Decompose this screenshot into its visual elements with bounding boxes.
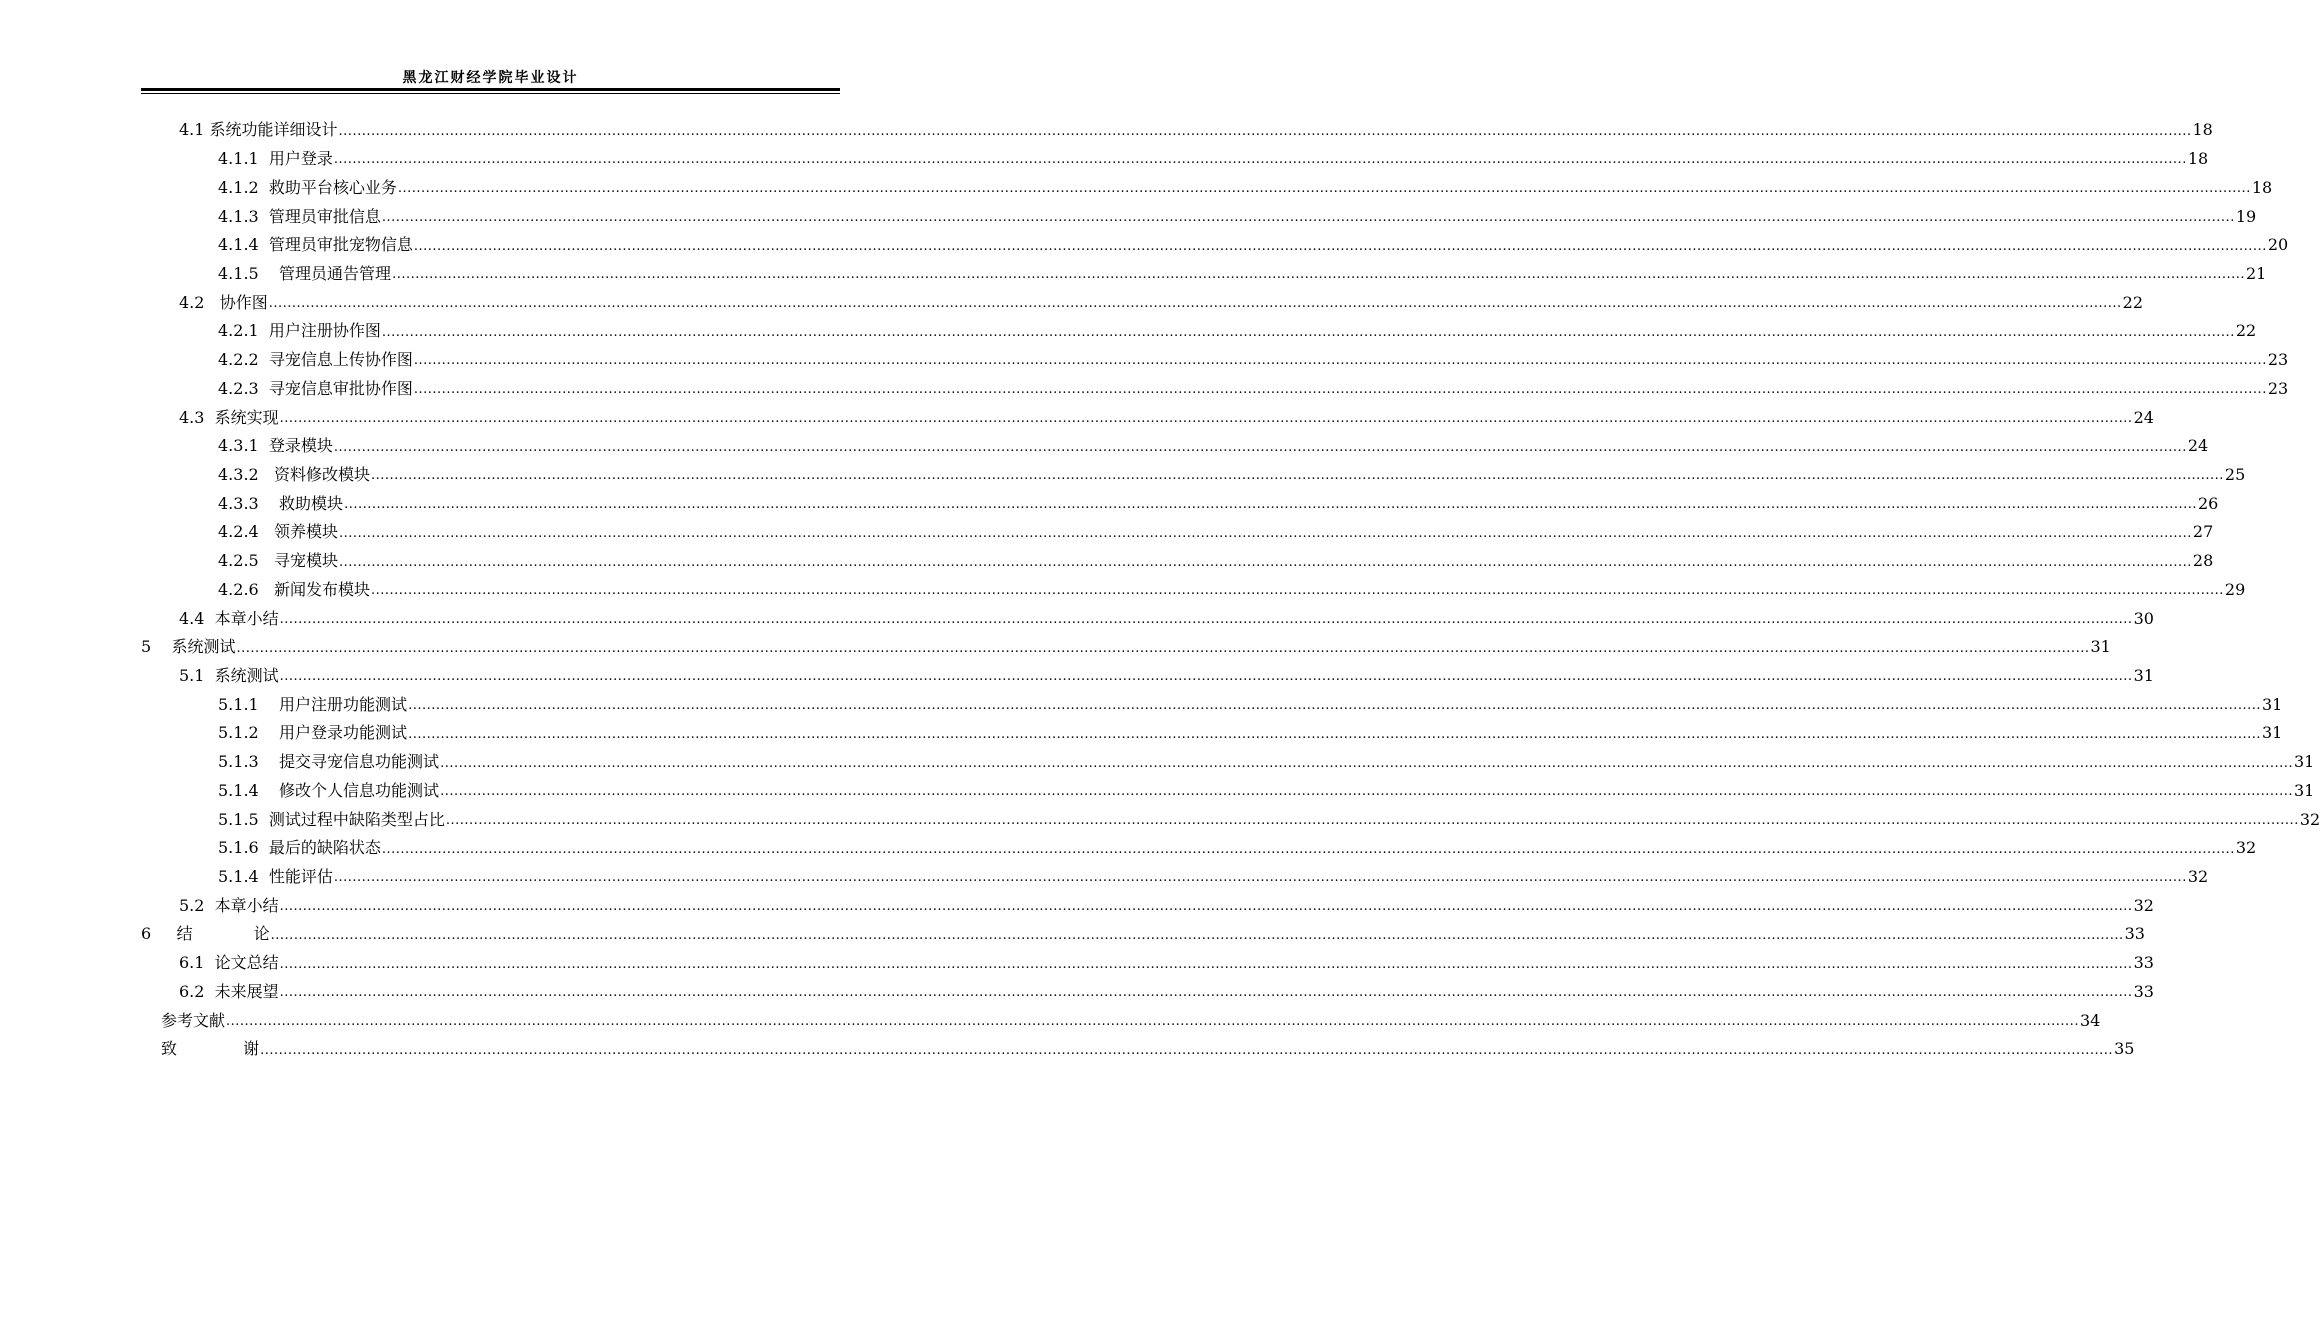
toc-entry[interactable] [141, 920, 2145, 949]
toc-dot-leader: ................................................................................................................................................................................................................................................................................................................................................................................................................ [279, 669, 2133, 685]
toc-entry-page-number: 27 [2192, 522, 2214, 542]
toc-dot-leader: ................................................................................................................................................................................................................................................................................................................................................................................................................ [338, 554, 2192, 570]
toc-entry[interactable] [141, 461, 2246, 490]
toc-entry-label: 4.3.3 救助模块 [218, 493, 344, 513]
toc-entry[interactable] [141, 518, 2214, 547]
toc-dot-leader: ................................................................................................................................................................................................................................................................................................................................................................................................................ [370, 583, 2224, 599]
toc-entry-page-number: 25 [2224, 464, 2246, 484]
toc-dot-leader: ................................................................................................................................................................................................................................................................................................................................................................................................................ [392, 267, 2245, 283]
toc-dot-leader: ................................................................................................................................................................................................................................................................................................................................................................................................................ [370, 468, 2224, 484]
toc-entry[interactable] [141, 1006, 2101, 1035]
toc-entry-label: 4.1.1 用户登录 [218, 149, 333, 169]
toc-entry-label: 4.1.5 管理员通告管理 [218, 263, 392, 283]
toc-dot-leader: ................................................................................................................................................................................................................................................................................................................................................................................................................ [397, 181, 2251, 197]
toc-entry-page-number: 31 [2294, 780, 2315, 800]
toc-entry-label: 4.1.4 管理员审批宠物信息 [218, 235, 413, 255]
toc-entry-label: 4.2.4 领养模块 [218, 522, 338, 542]
toc-entry-label: 4.2.3 寻宠信息审批协作图 [218, 378, 413, 398]
toc-entry[interactable] [141, 662, 2154, 691]
toc-entry[interactable] [141, 805, 2320, 834]
header-rule-thin [141, 93, 840, 94]
toc-entry[interactable] [141, 346, 2289, 375]
toc-dot-leader: ................................................................................................................................................................................................................................................................................................................................................................................................................ [338, 525, 2192, 541]
toc-entry[interactable] [141, 547, 2214, 576]
toc-entry-label: 5.1.6 最后的缺陷状态 [218, 838, 381, 858]
toc-entry-label: 6 结 论 [141, 924, 270, 944]
toc-entry-page-number: 23 [2267, 378, 2289, 398]
toc-entry-page-number: 19 [2235, 206, 2257, 226]
toc-dot-leader: ................................................................................................................................................................................................................................................................................................................................................................................................................ [338, 123, 2192, 139]
toc-dot-leader: ................................................................................................................................................................................................................................................................................................................................................................................................................ [440, 784, 2293, 800]
toc-entry-page-number: 32 [2299, 809, 2320, 829]
toc-entry[interactable] [141, 403, 2154, 432]
toc-dot-leader: ................................................................................................................................................................................................................................................................................................................................................................................................................ [381, 841, 2235, 857]
toc-entry-label: 5 系统测试 [141, 637, 236, 657]
toc-dot-leader: ................................................................................................................................................................................................................................................................................................................................................................................................................ [413, 382, 2267, 398]
toc-dot-leader: ................................................................................................................................................................................................................................................................................................................................................................................................................ [279, 985, 2133, 1001]
toc-entry-label: 5.1.3 提交寻宠信息功能测试 [218, 752, 440, 772]
toc-entry[interactable] [141, 116, 2213, 145]
toc-entry[interactable] [141, 690, 2283, 719]
toc-entry-page-number: 20 [2267, 235, 2289, 255]
toc-dot-leader: ................................................................................................................................................................................................................................................................................................................................................................................................................ [408, 698, 2261, 714]
toc-dot-leader: ................................................................................................................................................................................................................................................................................................................................................................................................................ [333, 439, 2187, 455]
toc-dot-leader: ................................................................................................................................................................................................................................................................................................................................................................................................................ [236, 640, 2090, 656]
toc-entry-page-number: 22 [2235, 321, 2257, 341]
toc-entry-page-number: 18 [2251, 177, 2273, 197]
toc-entry[interactable] [141, 489, 2219, 518]
toc-entry[interactable] [141, 949, 2154, 978]
toc-entry-label: 4.4 本章小结 [179, 608, 279, 628]
toc-entry[interactable] [141, 202, 2257, 231]
toc-entry-label: 5.1.2 用户登录功能测试 [218, 723, 408, 743]
toc-entry[interactable] [141, 891, 2154, 920]
toc-entry-page-number: 18 [2192, 120, 2213, 140]
toc-entry-label: 5.1 系统测试 [179, 666, 279, 686]
toc-entry-page-number: 31 [2262, 723, 2283, 743]
toc-dot-leader: ................................................................................................................................................................................................................................................................................................................................................................................................................ [226, 1014, 2079, 1029]
toc-dot-leader: ................................................................................................................................................................................................................................................................................................................................................................................................................ [270, 927, 2124, 943]
toc-entry-page-number: 32 [2133, 895, 2154, 915]
toc-entry[interactable] [141, 374, 2289, 403]
toc-entry-label: 6.1 论文总结 [179, 953, 279, 973]
toc-dot-leader: ................................................................................................................................................................................................................................................................................................................................................................................................................ [260, 1042, 2114, 1058]
toc-entry-page-number: 31 [2294, 752, 2315, 772]
page-header-title: 黑龙江财经学院毕业设计 [402, 70, 579, 86]
toc-entry-page-number: 24 [2187, 436, 2209, 456]
toc-entry-label: 5.1.4 修改个人信息功能测试 [218, 780, 440, 800]
toc-entry[interactable] [141, 777, 2315, 806]
toc-entry-page-number: 35 [2114, 1039, 2135, 1059]
toc-dot-leader: ................................................................................................................................................................................................................................................................................................................................................................................................................ [344, 497, 2197, 513]
toc-entry-page-number: 33 [2124, 924, 2145, 944]
toc-entry-page-number: 28 [2192, 551, 2214, 571]
toc-entry-page-number: 33 [2133, 953, 2154, 973]
toc-entry-label: 4.3 系统实现 [179, 407, 279, 427]
toc-entry[interactable] [141, 231, 2289, 260]
toc-entry-page-number: 33 [2133, 981, 2154, 1001]
toc-dot-leader: ................................................................................................................................................................................................................................................................................................................................................................................................................ [440, 755, 2293, 771]
toc-dot-leader: ................................................................................................................................................................................................................................................................................................................................................................................................................ [408, 726, 2261, 742]
toc-entry[interactable] [141, 978, 2154, 1007]
toc-dot-leader: ................................................................................................................................................................................................................................................................................................................................................................................................................ [279, 956, 2133, 972]
toc-entry[interactable] [141, 173, 2273, 202]
toc-entry-label: 致 谢 [161, 1039, 260, 1059]
toc-entry-label: 4.2.6 新闻发布模块 [218, 579, 370, 599]
toc-dot-leader: ................................................................................................................................................................................................................................................................................................................................................................................................................ [413, 353, 2267, 369]
toc-entry-label: 4.3.1 登录模块 [218, 436, 333, 456]
toc-entry-label: 4.2.5 寻宠模块 [218, 551, 338, 571]
toc-entry-label: 6.2 未来展望 [179, 981, 279, 1001]
toc-entry[interactable] [141, 863, 2209, 892]
toc-entry-label: 4.1.3 管理员审批信息 [218, 206, 381, 226]
toc-entry-label: 4.2 协作图 [179, 292, 268, 312]
toc-dot-leader: ................................................................................................................................................................................................................................................................................................................................................................................................................ [268, 296, 2122, 312]
toc-entry[interactable] [141, 260, 2267, 289]
toc-dot-leader: ................................................................................................................................................................................................................................................................................................................................................................................................................ [381, 209, 2235, 225]
toc-entry-page-number: 34 [2079, 1010, 2101, 1030]
toc-entry-page-number: 31 [2262, 694, 2283, 714]
toc-dot-leader: ................................................................................................................................................................................................................................................................................................................................................................................................................ [381, 324, 2235, 340]
toc-entry-label: 5.1.5 测试过程中缺陷类型占比 [218, 809, 445, 829]
toc-entry-label: 4.1.2 救助平台核心业务 [218, 177, 397, 197]
toc-entry-label: 4.2.1 用户注册协作图 [218, 321, 381, 341]
toc-entry[interactable] [141, 145, 2209, 174]
toc-entry-page-number: 32 [2235, 838, 2257, 858]
toc-entry[interactable] [141, 633, 2111, 662]
toc-entry-page-number: 21 [2246, 263, 2267, 283]
toc-entry-page-number: 30 [2133, 608, 2154, 628]
toc-entry[interactable] [141, 834, 2257, 863]
toc-dot-leader: ................................................................................................................................................................................................................................................................................................................................................................................................................ [279, 611, 2133, 627]
toc-entry-page-number: 29 [2224, 579, 2246, 599]
toc-entry-label: 5.1.4 性能评估 [218, 867, 333, 887]
table-of-contents [141, 116, 2320, 1064]
toc-entry[interactable] [141, 576, 2246, 605]
toc-dot-leader: ................................................................................................................................................................................................................................................................................................................................................................................................................ [279, 410, 2133, 426]
header-rule-thick [141, 88, 840, 91]
toc-entry[interactable] [141, 748, 2315, 777]
toc-entry[interactable] [141, 719, 2283, 748]
toc-entry-label: 4.2.2 寻宠信息上传协作图 [218, 350, 413, 370]
toc-entry-label: 4.1 系统功能详细设计 [179, 120, 338, 140]
toc-entry-label: 4.3.2 资料修改模块 [218, 464, 370, 484]
toc-dot-leader: ................................................................................................................................................................................................................................................................................................................................................................................................................ [445, 812, 2299, 828]
toc-entry-label: 5.1.1 用户注册功能测试 [218, 694, 408, 714]
toc-entry-page-number: 31 [2090, 637, 2111, 657]
toc-entry-page-number: 31 [2133, 666, 2154, 686]
toc-entry[interactable] [141, 288, 2144, 317]
toc-entry-label: 参考文献 [161, 1010, 226, 1030]
toc-entry[interactable] [141, 604, 2154, 633]
toc-entry-page-number: 32 [2187, 867, 2209, 887]
toc-entry[interactable] [141, 317, 2257, 346]
toc-dot-leader: ................................................................................................................................................................................................................................................................................................................................................................................................................ [279, 899, 2133, 915]
toc-entry[interactable] [141, 432, 2209, 461]
toc-dot-leader: ................................................................................................................................................................................................................................................................................................................................................................................................................ [333, 870, 2187, 886]
toc-entry-page-number: 22 [2122, 292, 2144, 312]
toc-dot-leader: ................................................................................................................................................................................................................................................................................................................................................................................................................ [333, 152, 2187, 168]
toc-entry-page-number: 23 [2267, 350, 2289, 370]
toc-entry-page-number: 26 [2198, 493, 2219, 513]
toc-entry[interactable] [141, 1035, 2135, 1064]
toc-dot-leader: ................................................................................................................................................................................................................................................................................................................................................................................................................ [413, 238, 2267, 254]
toc-entry-page-number: 24 [2133, 407, 2154, 427]
toc-entry-label: 5.2 本章小结 [179, 895, 279, 915]
toc-entry-page-number: 18 [2187, 149, 2209, 169]
